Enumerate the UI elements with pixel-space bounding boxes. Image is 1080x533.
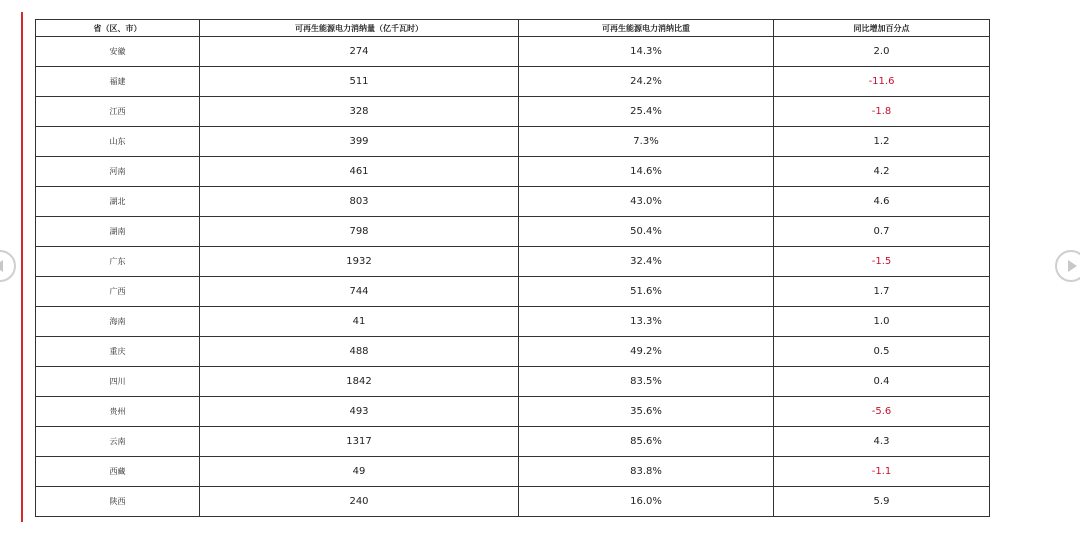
cell-change: 4.3 — [774, 427, 990, 457]
cell-change: 1.2 — [774, 127, 990, 157]
cell-change: 4.2 — [774, 157, 990, 187]
cell-change: 0.4 — [774, 367, 990, 397]
table-row — [36, 307, 990, 337]
cell-share: 83.8% — [519, 457, 774, 487]
cell-change: 2.0 — [774, 37, 990, 67]
cell-share: 24.2% — [519, 67, 774, 97]
cell-share: 35.6% — [519, 397, 774, 427]
cell-share: 25.4% — [519, 97, 774, 127]
cell-consumption: 328 — [200, 97, 519, 127]
cell-province: 西藏 — [36, 457, 200, 487]
cell-province: 重庆 — [36, 337, 200, 367]
cell-consumption: 1842 — [200, 367, 519, 397]
table-row — [36, 97, 990, 127]
cell-province: 山东 — [36, 127, 200, 157]
table-row — [36, 367, 990, 397]
cell-consumption: 240 — [200, 487, 519, 517]
cell-province: 海南 — [36, 307, 200, 337]
table-row — [36, 457, 990, 487]
cell-change: 4.6 — [774, 187, 990, 217]
cell-change: 1.7 — [774, 277, 990, 307]
cell-change: -11.6 — [774, 67, 990, 97]
cell-share: 43.0% — [519, 187, 774, 217]
cell-consumption: 798 — [200, 217, 519, 247]
cell-consumption: 1932 — [200, 247, 519, 277]
cell-province: 湖南 — [36, 217, 200, 247]
renewable-consumption-table — [35, 19, 990, 517]
header-province: 省（区、市） — [36, 20, 200, 37]
cell-share: 50.4% — [519, 217, 774, 247]
cell-consumption: 744 — [200, 277, 519, 307]
accent-line — [21, 12, 23, 522]
header-change: 同比增加百分点 — [774, 20, 990, 37]
chevron-left-icon — [0, 260, 3, 272]
cell-consumption: 49 — [200, 457, 519, 487]
cell-share: 14.3% — [519, 37, 774, 67]
cell-province: 四川 — [36, 367, 200, 397]
cell-change: -1.1 — [774, 457, 990, 487]
table-row — [36, 217, 990, 247]
cell-consumption: 274 — [200, 37, 519, 67]
next-slide-button[interactable] — [1055, 250, 1080, 282]
play-right-icon — [1068, 260, 1077, 272]
cell-share: 32.4% — [519, 247, 774, 277]
cell-change: 5.9 — [774, 487, 990, 517]
cell-province: 安徽 — [36, 37, 200, 67]
table-row — [36, 337, 990, 367]
table-header-row — [36, 20, 990, 37]
cell-share: 51.6% — [519, 277, 774, 307]
cell-share: 85.6% — [519, 427, 774, 457]
table-row — [36, 37, 990, 67]
cell-consumption: 41 — [200, 307, 519, 337]
cell-province: 福建 — [36, 67, 200, 97]
table-row — [36, 277, 990, 307]
cell-share: 13.3% — [519, 307, 774, 337]
cell-change: 0.5 — [774, 337, 990, 367]
cell-province: 陕西 — [36, 487, 200, 517]
prev-slide-button[interactable] — [0, 250, 16, 282]
cell-province: 广东 — [36, 247, 200, 277]
cell-share: 16.0% — [519, 487, 774, 517]
table-row — [36, 127, 990, 157]
cell-change: -1.5 — [774, 247, 990, 277]
table-row — [36, 397, 990, 427]
cell-consumption: 803 — [200, 187, 519, 217]
cell-consumption: 461 — [200, 157, 519, 187]
cell-change: -1.8 — [774, 97, 990, 127]
table-row — [36, 487, 990, 517]
table-row — [36, 247, 990, 277]
table-row — [36, 187, 990, 217]
cell-province: 贵州 — [36, 397, 200, 427]
cell-share: 7.3% — [519, 127, 774, 157]
header-consumption: 可再生能源电力消纳量（亿千瓦时） — [200, 20, 519, 37]
cell-change: 0.7 — [774, 217, 990, 247]
cell-consumption: 511 — [200, 67, 519, 97]
cell-change: -5.6 — [774, 397, 990, 427]
cell-change: 1.0 — [774, 307, 990, 337]
cell-province: 江西 — [36, 97, 200, 127]
table-row — [36, 427, 990, 457]
cell-province: 湖北 — [36, 187, 200, 217]
cell-province: 云南 — [36, 427, 200, 457]
cell-consumption: 488 — [200, 337, 519, 367]
table-body — [36, 37, 990, 517]
cell-share: 49.2% — [519, 337, 774, 367]
cell-consumption: 493 — [200, 397, 519, 427]
table-row — [36, 67, 990, 97]
table-row — [36, 157, 990, 187]
cell-share: 14.6% — [519, 157, 774, 187]
header-share: 可再生能源电力消纳比重 — [519, 20, 774, 37]
cell-province: 广西 — [36, 277, 200, 307]
cell-share: 83.5% — [519, 367, 774, 397]
cell-consumption: 1317 — [200, 427, 519, 457]
cell-province: 河南 — [36, 157, 200, 187]
cell-consumption: 399 — [200, 127, 519, 157]
